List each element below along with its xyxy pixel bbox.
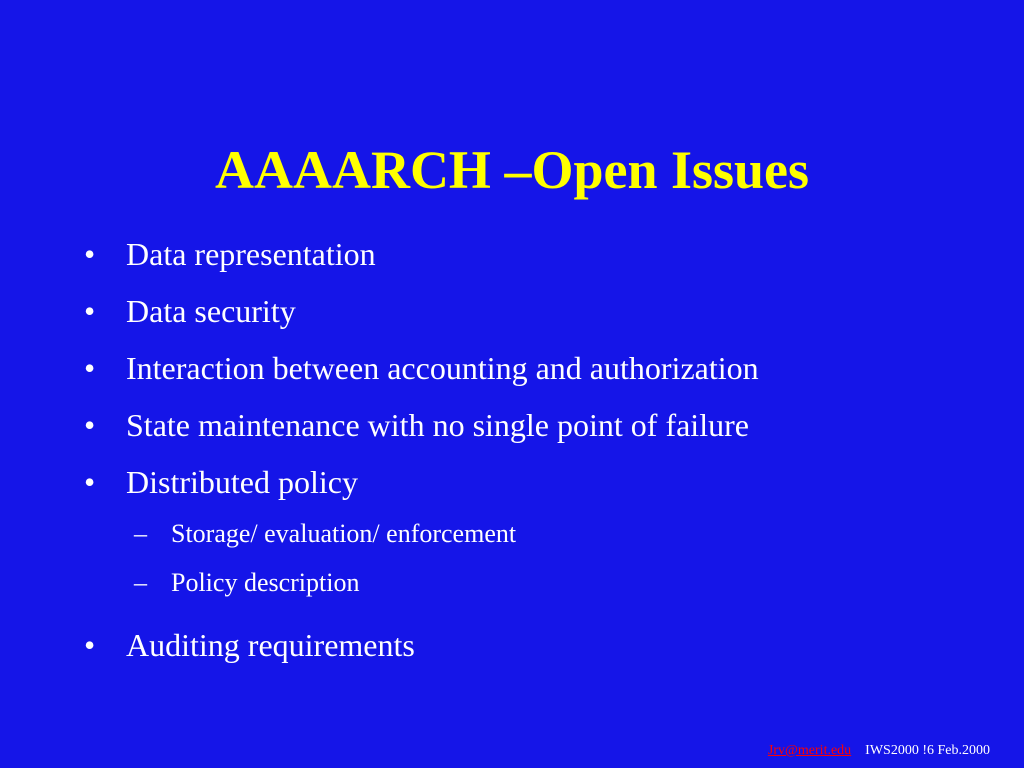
sub-bullet-group <box>84 509 1004 607</box>
bullet-state-maintenance <box>84 397 1004 454</box>
bullet-symbol: • <box>84 407 96 443</box>
bullet-accounting-authorization <box>84 340 1004 397</box>
sub-bullet-storage-evaluation-enforcement <box>84 509 1004 558</box>
sub-bullet-policy-description <box>84 558 1004 607</box>
sub-bullet-symbol: – <box>134 568 147 597</box>
event-date: IWS2000 !6 Feb.2000 <box>865 743 990 758</box>
bullet-text: Distributed policy <box>126 464 358 500</box>
bullet-text: Interaction between accounting and authorization <box>126 350 759 386</box>
bullet-symbol: • <box>84 464 96 500</box>
bullet-text: Auditing requirements <box>126 627 415 663</box>
sub-bullet-list <box>84 509 1004 607</box>
bullet-auditing-requirements <box>84 617 1004 674</box>
bullet-data-representation <box>84 226 1004 283</box>
sub-bullet-text: Storage/ evaluation/ enforcement <box>171 519 517 548</box>
sub-bullet-symbol: – <box>134 519 147 548</box>
bullet-symbol: • <box>84 236 96 272</box>
email-link[interactable]: Jrv@merit.edu <box>767 743 852 758</box>
sub-bullet-text: Policy description <box>171 568 360 597</box>
bullet-distributed-policy <box>84 454 1004 511</box>
footer-separator <box>855 743 862 758</box>
slide-title: AAAARCH –Open Issues <box>214 140 810 201</box>
bullet-text: State maintenance with no single point of failure <box>126 407 749 443</box>
slide-footer <box>768 742 990 760</box>
bullet-list <box>84 226 1004 674</box>
bullet-text: Data security <box>126 293 296 329</box>
bullet-symbol: • <box>84 627 96 663</box>
bullet-text: Data representation <box>126 236 376 272</box>
bullet-symbol: • <box>84 350 96 386</box>
bullet-data-security <box>84 283 1004 340</box>
bullet-symbol: • <box>84 293 96 329</box>
